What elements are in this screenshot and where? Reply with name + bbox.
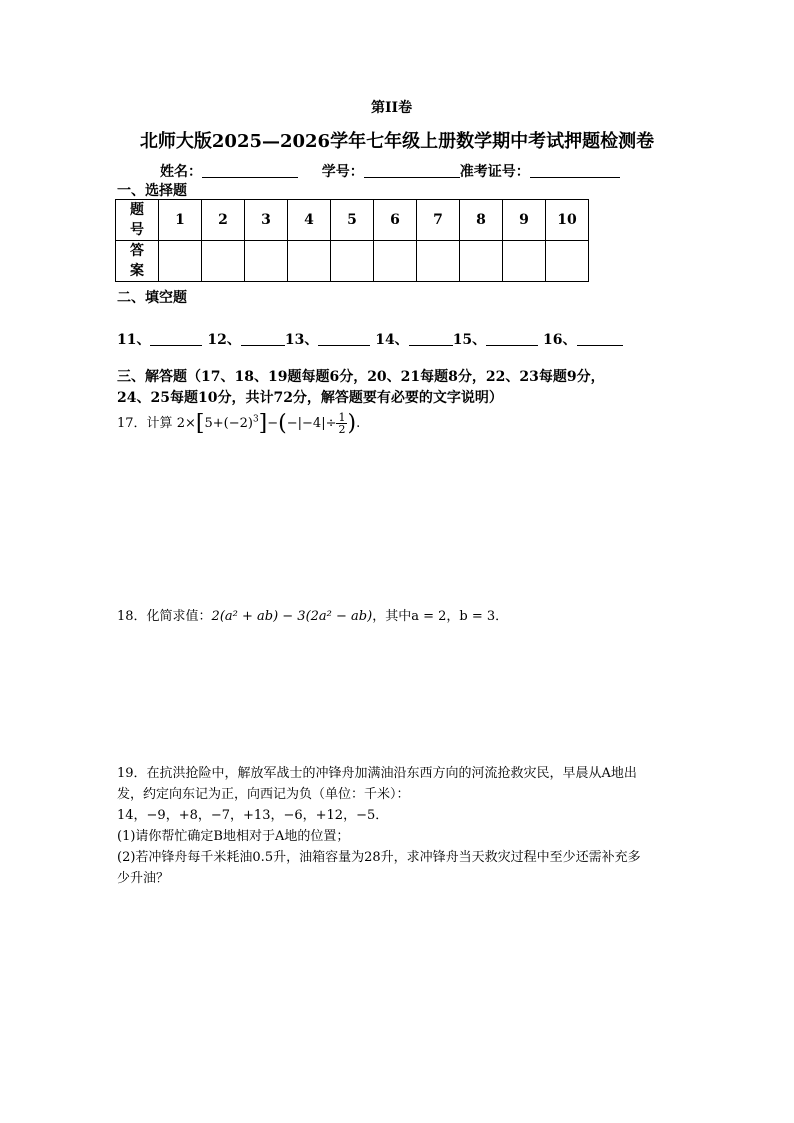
question-number-cell: 1 — [159, 200, 202, 241]
blank-field-14[interactable] — [409, 331, 453, 346]
answer-cell[interactable] — [202, 241, 245, 282]
answer-cell[interactable] — [417, 241, 460, 282]
student-id-label: 学号： — [321, 164, 364, 180]
question-number-cell: 4 — [288, 200, 331, 241]
blank-label-11: 11、 — [117, 332, 151, 348]
question-number-cell: 5 — [331, 200, 374, 241]
blank-label-13: 13、 — [284, 332, 319, 348]
question-number-cell: 8 — [460, 200, 503, 241]
table-row — [116, 241, 589, 282]
answer-cell[interactable] — [288, 241, 331, 282]
fraction-one-half: $\frac{1}{2}$ — [338, 411, 346, 436]
question-18: 18．化简求值：2(a² + ab) − 3(2a² − ab)，其中a = 2，b = 3． — [117, 609, 509, 624]
student-id-field[interactable] — [364, 163, 460, 178]
question-19-line2: 发，约定向东记为正，向西记为负（单位：千米）： — [117, 787, 410, 802]
student-info-row — [160, 161, 620, 181]
answer-cell[interactable] — [159, 241, 202, 282]
question-19-line1: 19．在抗洪抢险中，解放军战士的冲锋舟加满油沿东西方向的河流抢救灾民，早晨从A地出 — [117, 766, 637, 781]
section-label: 第II卷 — [371, 100, 413, 116]
question-number-cell: 9 — [503, 200, 546, 241]
part3-heading-line1: 三、解答题（17、18、19题每题6分，20、21每题8分，22、23每题9分， — [117, 369, 605, 385]
question-19-data: 14，−9，+8，−7，+13，−6，+12，−5． — [117, 808, 389, 823]
question-number-cell: 6 — [374, 200, 417, 241]
blank-label-12: 12、 — [207, 332, 241, 348]
answer-cell[interactable] — [331, 241, 374, 282]
name-field[interactable] — [202, 163, 298, 178]
question-19-part2: (2)若冲锋舟每千米耗油0.5升，油箱容量为28升，求冲锋舟当天救灾过程中至少还需补充多 — [117, 850, 641, 865]
row-label-question: 题 号 — [116, 200, 159, 241]
answer-cell[interactable] — [503, 241, 546, 282]
blank-label-16: 16、 — [543, 332, 577, 348]
blank-label-14: 14、 — [375, 332, 409, 348]
question-19-part1: (1)请你帮忙确定B地相对于A地的位置； — [117, 829, 350, 844]
question-19-part2-cont: 少升油？ — [117, 871, 170, 886]
part3-heading-line2: 24、25每题10分，共计72分，解答题要有必要的文字说明） — [117, 390, 503, 406]
blank-field-12[interactable] — [241, 331, 285, 346]
answer-table — [115, 199, 589, 282]
exam-title: 北师大版2025—2026学年七年级上册数学期中考试押题检测卷 — [139, 131, 655, 152]
question-number-cell: 10 — [546, 200, 589, 241]
answer-cell[interactable] — [460, 241, 503, 282]
answer-cell[interactable] — [245, 241, 288, 282]
row-label-answer: 答 案 — [116, 241, 159, 282]
blank-field-13[interactable] — [318, 331, 370, 346]
part2-heading: 二、填空题 — [117, 290, 187, 306]
ticket-number-field[interactable] — [530, 163, 620, 178]
blank-field-15[interactable] — [486, 331, 538, 346]
answer-cell[interactable] — [374, 241, 417, 282]
question-number-cell: 3 — [245, 200, 288, 241]
blank-label-15: 15、 — [452, 332, 487, 348]
blank-field-11[interactable] — [150, 331, 202, 346]
table-row — [116, 200, 589, 241]
ticket-number-label: 准考证号： — [459, 164, 530, 180]
question-number-cell: 2 — [202, 200, 245, 241]
part1-heading: 一、选择题 — [117, 183, 187, 199]
answer-cell[interactable] — [546, 241, 589, 282]
blank-field-16[interactable] — [577, 331, 623, 346]
fill-blank-row — [117, 329, 623, 349]
question-number-cell: 7 — [417, 200, 460, 241]
name-label: 姓名： — [160, 164, 202, 180]
question-17: 17．计算 $2\times[5+(-2)^3]-(-|-4|\div$ $\frac{1}{2}$ ). — [117, 411, 361, 436]
